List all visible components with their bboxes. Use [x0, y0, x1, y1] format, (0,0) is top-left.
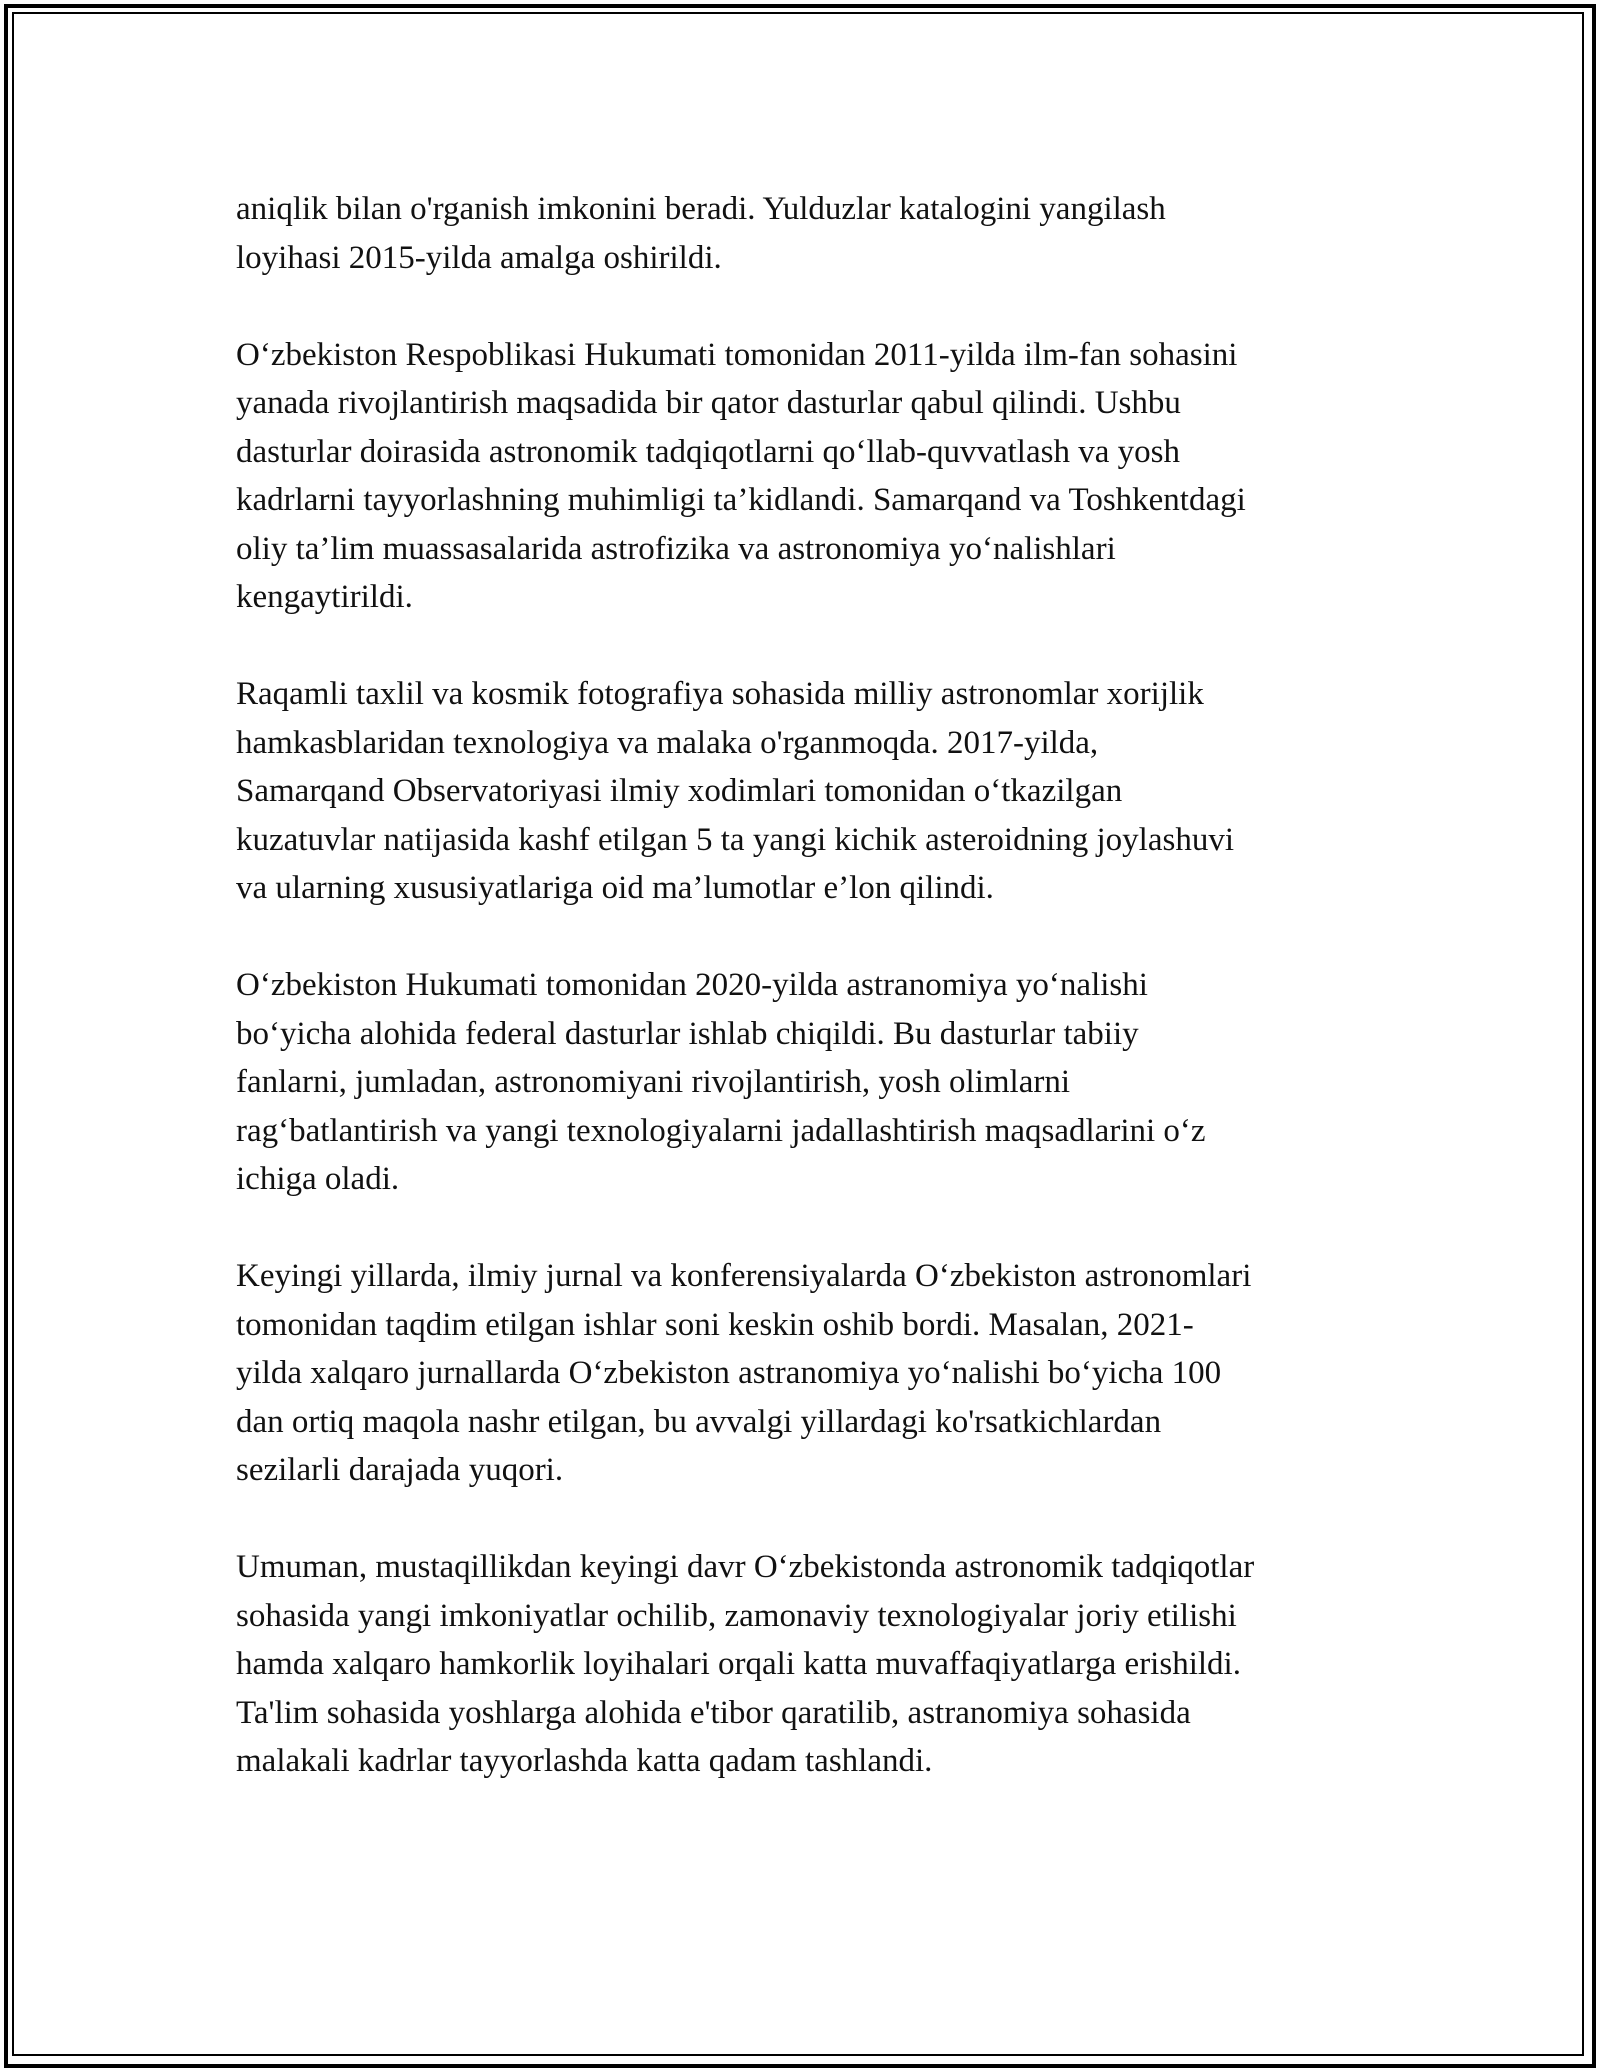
- paragraph-3: Raqamli taxlil va kosmik fotografiya sohasida milliy astronomlar xorijlik hamkasblaridan texnologiya va malaka o'rganmoqda. 2017-yilda, Samarqand Observatoriyasi ilmiy xodimlari tomonidan o‘tkazilgan kuzatuvlar natijasida kashf etilgan 5 ta yangi kichik asteroidning joylashuvi va ularning xususiyatlariga oid ma’lumotlar e’lon qilindi.: [236, 676, 1234, 906]
- document-body: [236, 185, 1396, 1834]
- paragraph-6: Umuman, mustaqillikdan keyingi davr O‘zbekistonda astronomik tadqiqotlar sohasida yangi imkoniyatlar ochilib, zamonaviy texnologiyalar joriy etilishi hamda xalqaro hamkorlik loyihalari orqali katta muvaffaqiyatlarga erishildi. Ta'lim sohasida yoshlarga alohida e'tibor qaratilib, astranomiya sohasida malakali kadrlar tayyorlashda katta qadam tashlandi.: [236, 1549, 1255, 1779]
- paragraph-1: aniqlik bilan o'rganish imkonini beradi. Yulduzlar katalogini yangilash loyihasi 2015-yilda amalga oshirildi.: [236, 191, 1166, 276]
- paragraph-5: Keyingi yillarda, ilmiy jurnal va konferensiyalarda O‘zbekiston astronomlari tomonidan taqdim etilgan ishlar soni keskin oshib bordi. Masalan, 2021- yilda xalqaro jurnallarda O‘zbekiston astranomiya yo‘nalishi bo‘yicha 100 dan ortiq maqola nashr etilgan, bu avvalgi yillardagi ko'rsatkichlardan sezilarli darajada yuqori.: [236, 1258, 1252, 1488]
- paragraph-2: O‘zbekiston Respoblikasi Hukumati tomonidan 2011-yilda ilm-fan sohasini yanada rivojlantirish maqsadida bir qator dasturlar qabul qilindi. Ushbu dasturlar doirasida astronomik tadqiqotlarni qo‘llab-quvvatlash va yosh kadrlarni tayyorlashning muhimligi ta’kidlandi. Samarqand va Toshkentdagi oliy ta’lim muassasalarida astrofizika va astronomiya yo‘nalishlari kengaytirildi.: [236, 336, 1246, 615]
- paragraph-4: O‘zbekiston Hukumati tomonidan 2020-yilda astranomiya yo‘nalishi bo‘yicha alohida federal dasturlar ishlab chiqildi. Bu dasturlar tabiiy fanlarni, jumladan, astronomiyani rivojlantirish, yosh olimlarni rag‘batlantirish va yangi texnologiyalarni jadallashtirish maqsadlarini o‘z ichiga oladi.: [236, 967, 1206, 1197]
